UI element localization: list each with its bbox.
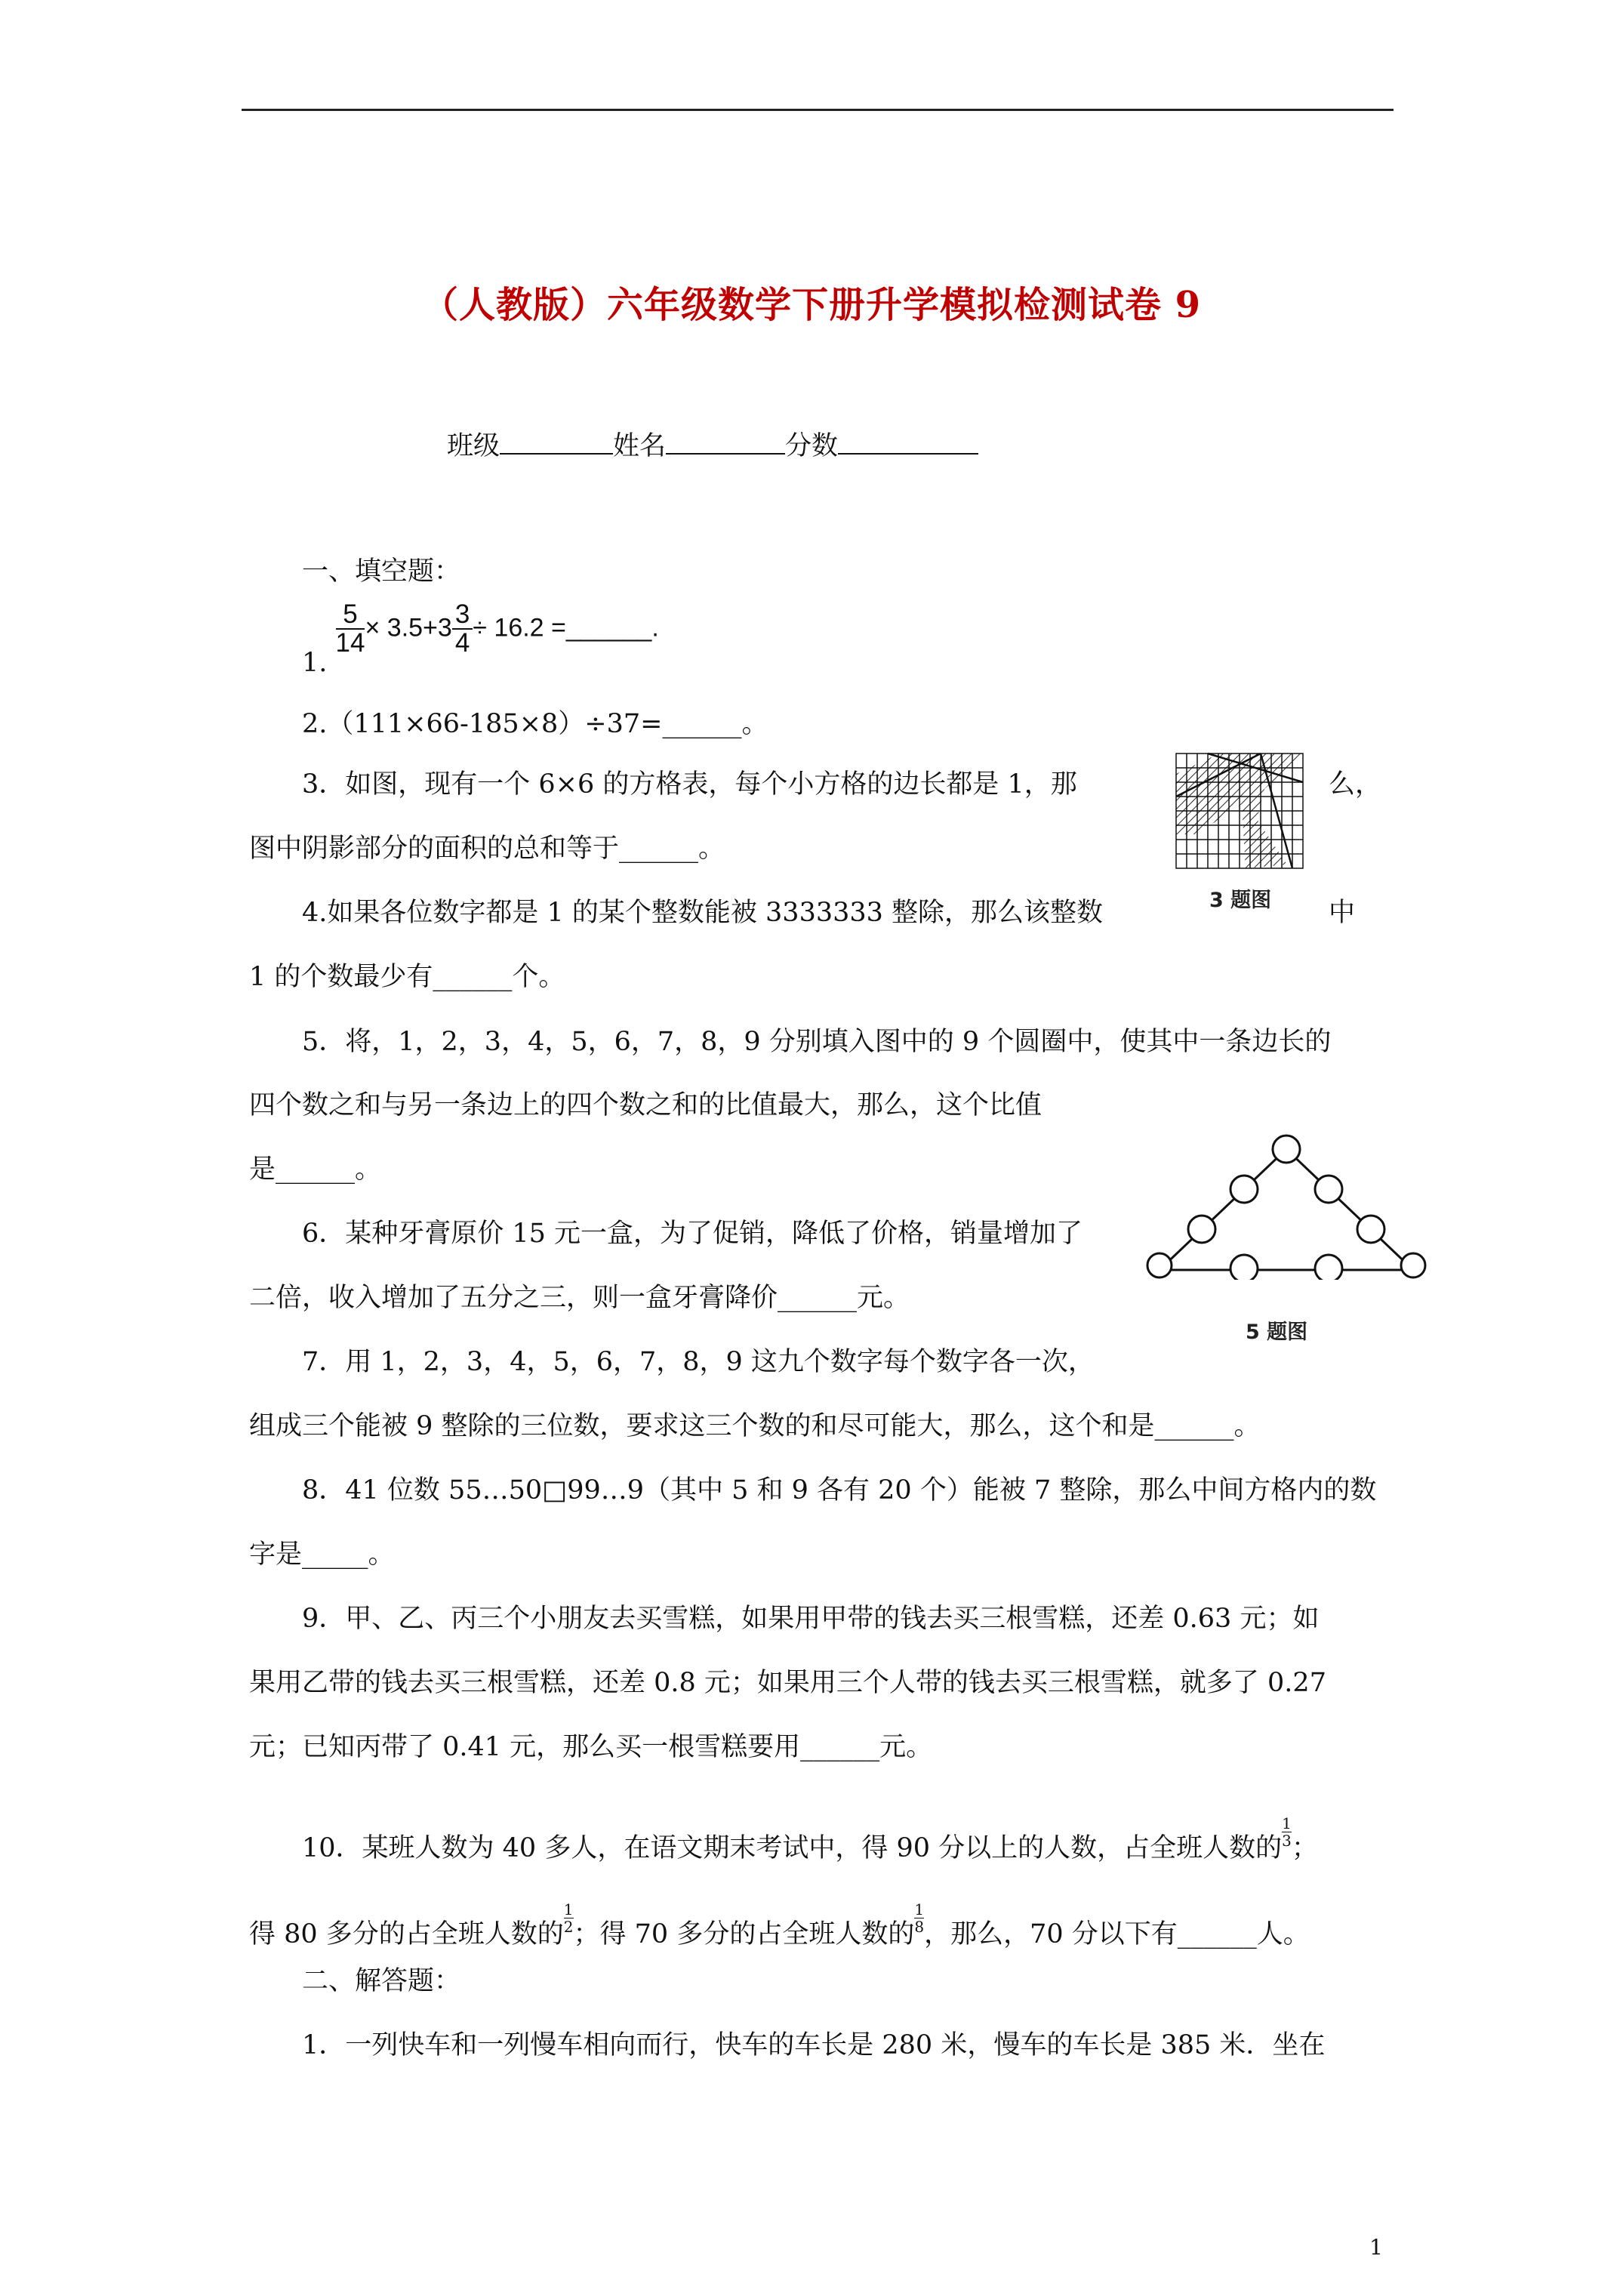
page-title: （人教版）六年级数学下册升学模拟检测试卷 9 — [421, 284, 1202, 326]
q3-figure-caption: 3 题图 — [1209, 889, 1272, 912]
q10-line-2-part-b: ；得 70 多分的占全班人数的 — [573, 1919, 915, 1949]
q1-frac1-denominator: 14 — [335, 628, 365, 658]
q10-f1-denominator: 3 — [1282, 1832, 1292, 1850]
question-3-line-1: 3．如图，现有一个 6×6 的方格表，每个小方格的边长都是 1，那 — [302, 769, 1077, 800]
q5-figure-caption: 5 题图 — [1246, 1321, 1308, 1344]
question-2: 2.（111×66-185×8）÷37=______。 — [302, 709, 768, 739]
q1-frac2-denominator: 4 — [454, 628, 470, 658]
question-6-line-2: 二倍，收入增加了五分之三，则一盒牙膏降价______元。 — [249, 1283, 910, 1313]
q10-f3-numerator: 1 — [914, 1900, 925, 1918]
q5-triangle-figure — [1146, 1133, 1427, 1280]
section1-heading: 一、填空题： — [302, 556, 461, 587]
q1-frac2-numerator: 3 — [452, 601, 473, 630]
question-5-line-3: 是______。 — [249, 1154, 382, 1185]
question-5-line-1: 5．将，1，2，3，4，5，6，7，8，9 分别填入图中的 9 个圆圈中，使其中一条边长的 — [302, 1027, 1332, 1057]
q1-frac1-numerator: 5 — [336, 601, 365, 630]
section2-heading: 二、解答题： — [302, 1966, 461, 1996]
question-3-line-2: 图中阴影部分的面积的总和等于______。 — [249, 834, 725, 864]
question-7-line-1: 7．用 1，2，3，4，5，6，7，8，9 这九个数字每个数字各一次， — [302, 1347, 1095, 1377]
q10-line-1-end: ； — [1291, 1833, 1318, 1863]
question-10-line-2 — [249, 1901, 1310, 1951]
question-4-line-1-end: 中 — [1329, 898, 1356, 928]
q10-f2-denominator: 2 — [563, 1918, 574, 1936]
answer-question-1-line-1: 1．一列快车和一列慢车相向而行，快车的车长是 280 米，慢车的车长是 385 米．坐在 — [302, 2030, 1326, 2060]
header-rule — [242, 109, 1394, 111]
question-9-line-2: 果用乙带的钱去买三根雪糕，还差 0.8 元；如果用三个人带的钱去买三根雪糕，就多了 0.27 — [249, 1668, 1326, 1698]
score-blank[interactable] — [838, 427, 978, 455]
q1-expression-part1: × 3.5+3 — [365, 613, 452, 643]
question-3-line-1-end: 么， — [1329, 769, 1382, 800]
question-9-line-1: 9．甲、乙、丙三个小朋友去买雪糕，如果用甲带的钱去买三根雪糕，还差 0.63 元；如 — [302, 1604, 1320, 1634]
question-6-line-1: 6．某种牙膏原价 15 元一盒，为了促销，降低了价格，销量增加了 — [302, 1219, 1083, 1249]
class-blank[interactable] — [500, 427, 613, 455]
question-5-line-2: 四个数之和与另一条边上的四个数之和的比值最大，那么，这个比值 — [249, 1090, 1042, 1120]
question-8-line-1: 8．41 位数 55…50□99…9（其中 5 和 9 各有 20 个）能被 7 整除，那么中间方格内的数 — [302, 1475, 1377, 1505]
q1-number: 1. — [302, 647, 328, 678]
q1-fraction-1 — [336, 601, 365, 657]
question-4-line-1: 4.如果各位数字都是 1 的某个整数能被 3333333 整除，那么该整数 — [302, 898, 1104, 928]
q10-line-1-text: 10．某班人数为 40 多人，在语文期末考试中，得 90 分以上的人数，占全班人数的 — [302, 1833, 1283, 1863]
q10-f3-denominator: 8 — [914, 1918, 925, 1936]
q3-grid-figure — [1174, 751, 1306, 872]
q10-f2-numerator: 1 — [563, 1900, 574, 1918]
q10-line-2-part-c: ，那么，70 分以下有______人。 — [924, 1919, 1310, 1949]
question-10-line-1 — [302, 1815, 1318, 1865]
q10-line-2-part-a: 得 80 多分的占全班人数的 — [249, 1919, 564, 1949]
q10-f1-numerator: 1 — [1282, 1814, 1292, 1832]
q10-fraction-3 — [914, 1901, 924, 1935]
q10-fraction-1 — [1282, 1815, 1292, 1849]
question-9-line-3: 元；已知丙带了 0.41 元，那么买一根雪糕要用______元。 — [249, 1732, 933, 1762]
question-8-line-2: 字是_____。 — [249, 1539, 395, 1570]
question-4-line-2: 1 的个数最少有______个。 — [249, 962, 565, 992]
name-blank[interactable] — [666, 427, 785, 455]
student-info-line — [447, 427, 978, 463]
score-label: 分数 — [785, 431, 839, 461]
q10-fraction-2 — [564, 1901, 574, 1935]
class-label: 班级 — [447, 431, 500, 461]
page-number: 1 — [1369, 2235, 1383, 2260]
q1-fraction-2 — [452, 601, 473, 657]
question-7-line-2: 组成三个能被 9 整除的三位数，要求这三个数的和尽可能大，那么，这个和是______。 — [249, 1411, 1261, 1441]
question-1 — [302, 599, 659, 678]
name-label: 姓名 — [613, 431, 667, 461]
q1-expression-part2: ÷ 16.2 =______. — [473, 613, 659, 643]
